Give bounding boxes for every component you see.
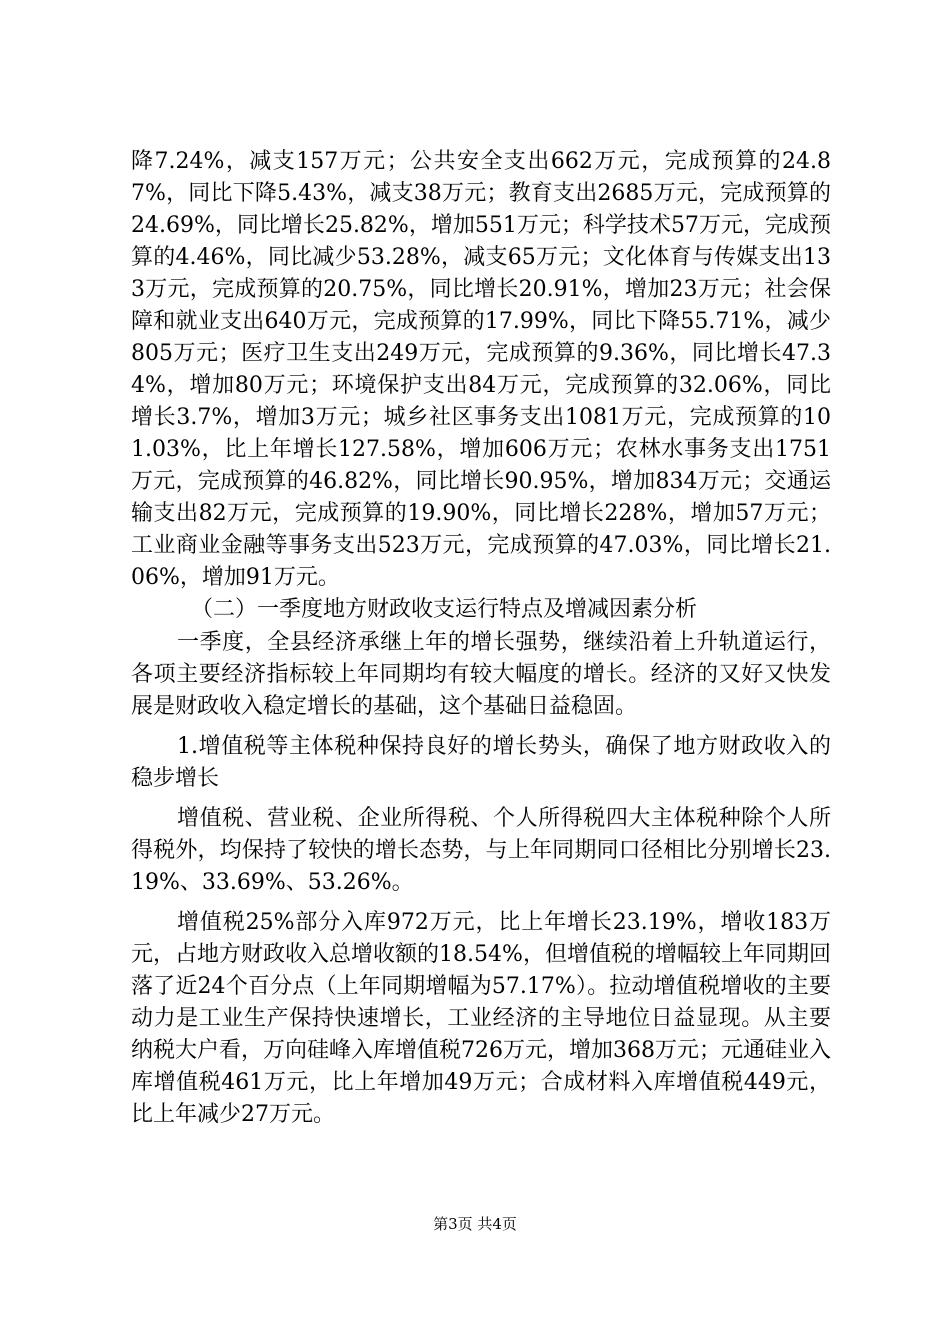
- section-heading: （二）一季度地方财政收支运行特点及增减因素分析: [191, 597, 698, 622]
- page-footer: 第3页 共4页: [433, 1215, 517, 1233]
- paragraph-main-taxes: 增值税、营业税、企业所得税、个人所得税四大主体税种除个人所得税外，均保持了较快的增长态势，与上年同期同口径相比分别增长23.19%、33.69%、53.26%。: [131, 806, 831, 895]
- document-body: [131, 146, 831, 1131]
- paragraph-economy-overview: 一季度，全县经济承继上年的增长强势，继续沿着上升轨道运行，各项主要经济指标较上年同期均有较大幅度的增长。经济的又好又快发展是财政收入稳定增长的基础，这个基础日益稳固。: [131, 630, 831, 719]
- subheading-vat-growth: 1.增值税等主体税种保持良好的增长势头，确保了地方财政收入的稳步增长: [131, 734, 831, 791]
- paragraph-vat-details: 增值税25%部分入库972万元，比上年增长23.19%，增收183万元，占地方财政收入总增收额的18.54%，但增值税的增幅较上年同期回落了近24个百分点（上年同期增幅为57.17%）。拉动增值税增收的主要动力是工业生产保持快速增长，工业经济的主导地位日益显现。从主要纳税大户看，万向硅峰入库增值税726万元，增加368万元；元通硅业入库增值税461万元，比上年增加49万元；合成材料入库增值税449元，比上年减少27万元。: [131, 910, 831, 1127]
- paragraph-expenditure-details: 降7.24%，减支157万元；公共安全支出662万元，完成预算的24.87%，同比下降5.43%，减支38万元；教育支出2685万元，完成预算的24.69%，同比增长25.82%，增加551万元；科学技术57万元，完成预算的4.46%，同比减少53.28%，减支65万元；文化体育与传媒支出133万元，完成预算的20.75%，同比增长20.91%，增加23万元；社会保障和就业支出640万元，完成预算的17.99%，同比下降55.71%，减少805万元；医疗卫生支出249万元，完成预算的9.36%，同比增长47.34%，增加80万元；环境保护支出84万元，完成预算的32.06%，同比增长3.7%，增加3万元；城乡社区事务支出1081万元，完成预算的101.03%，比上年增长127.58%，增加606万元；农林水事务支出1751万元，完成预算的46.82%，同比增长90.95%，增加834万元；交通运输支出82万元，完成预算的19.90%，同比增长228%，增加57万元；工业商业金融等事务支出523万元，完成预算的47.03%，同比增长21.06%，增加91万元。: [131, 149, 831, 590]
